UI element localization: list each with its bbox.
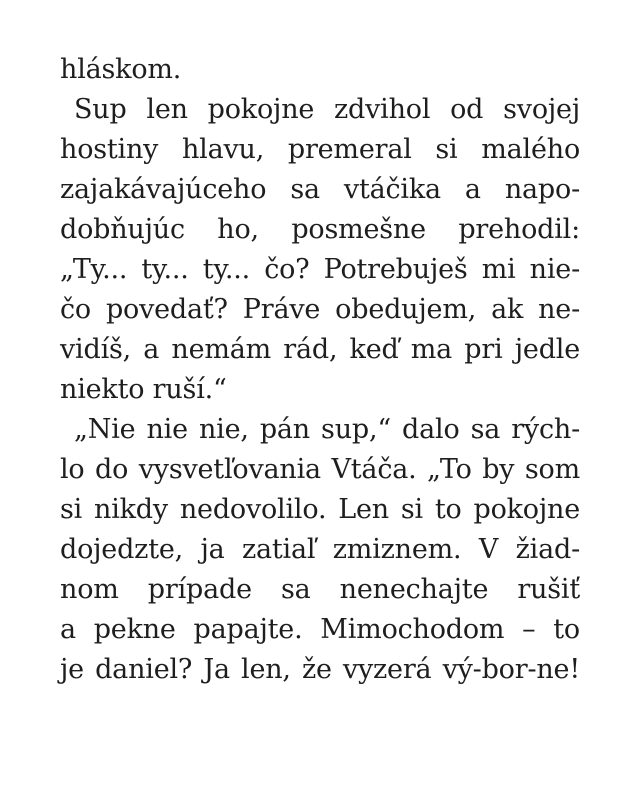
text-line: hostiny hlavu, premeral si malého	[60, 134, 580, 165]
text-line: Sup len pokojne zdvihol od svojej	[74, 94, 580, 125]
text-line: „Ty... ty... ty... čo? Potrebuješ mi nie-	[60, 254, 580, 285]
text-line: zajakávajúceho sa vtáčika a napo-	[60, 174, 580, 205]
text-line: dojedzte, ja zatiaľ zmiznem. V žiad-	[60, 534, 580, 565]
text-line: lo do vysvetľovania Vtáča. „To by som	[60, 454, 580, 485]
text-line: a pekne papajte. Mimochodom – to	[60, 614, 580, 645]
text-line: čo povedať? Práve obedujem, ak ne-	[60, 294, 580, 325]
text-line: dobňujúc ho, posmešne prehodil:	[60, 214, 580, 245]
text-line: vidíš, a nemám rád, keď ma pri jedle	[60, 334, 580, 365]
text-line: si nikdy nedovolilo. Len si to pokojne	[60, 494, 580, 525]
text-line: hláskom.	[60, 54, 182, 85]
text-line: nom prípade sa nenechajte rušiť	[60, 574, 580, 605]
text-line: je daniel? Ja len, že vyzerá vý-bor-ne!	[60, 654, 580, 685]
text-line: „Nie nie nie, pán sup,“ dalo sa rých-	[74, 414, 580, 445]
text-line: niekto ruší.“	[60, 374, 227, 405]
